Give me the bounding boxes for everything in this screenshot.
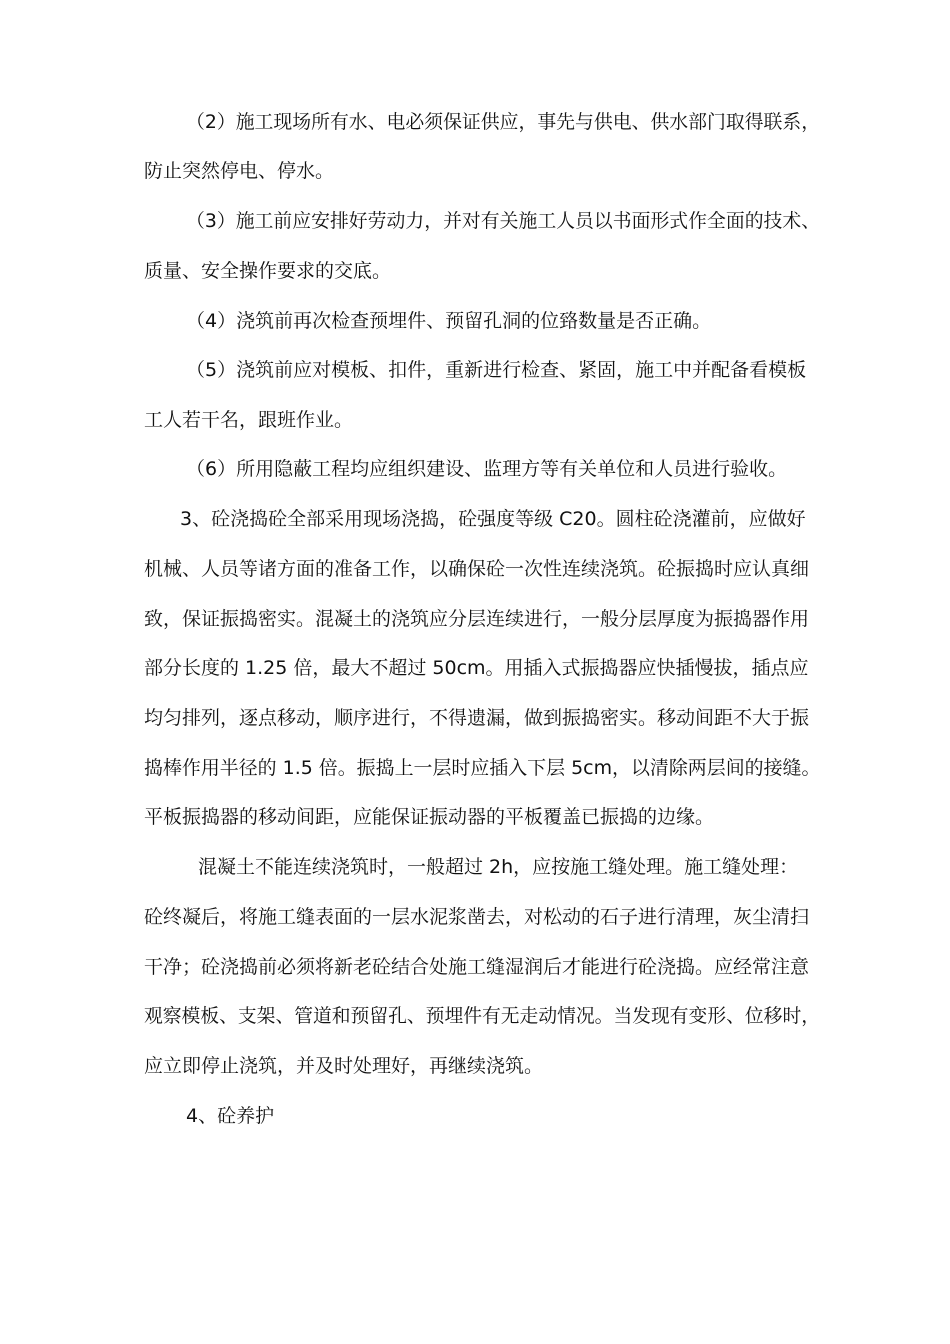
text-line: （6）所用隐蔽工程均应组织建设、监理方等有关单位和人员进行验收。: [186, 458, 788, 480]
text-line: 部分长度的 1.25 倍，最大不超过 50cm。用插入式振捣器应快插慢拔，插点应: [144, 657, 809, 679]
text-line: 4、砼养护: [186, 1105, 275, 1127]
text-line: 捣棒作用半径的 1.5 倍。振捣上一层时应插入下层 5cm，以清除两层间的接缝。: [144, 757, 821, 779]
text-line: 平板振捣器的移动间距，应能保证振动器的平板覆盖已振捣的边缘。: [144, 806, 715, 828]
text-line: 致，保证振捣密实。混凝土的浇筑应分层连续进行，一般分层厚度为振捣器作用: [144, 608, 810, 630]
text-line: 防止突然停电、停水。: [144, 160, 335, 182]
text-line: 3、砼浇捣砼全部采用现场浇捣，砼强度等级 C20。圆柱砼浇灌前，应做好: [180, 508, 806, 530]
text-line: （5）浇筑前应对模板、扣件，重新进行检查、紧固，施工中并配备看模板: [186, 359, 807, 381]
text-line: 工人若干名，跟班作业。: [144, 409, 354, 431]
text-line: 观察模板、支架、管道和预留孔、预埋件有无走动情况。当发现有变形、位移时，: [144, 1005, 821, 1027]
text-line: 干净；砼浇捣前必须将新老砼结合处施工缝湿润后才能进行砼浇捣。应经常注意: [144, 956, 810, 978]
text-line: 质量、安全操作要求的交底。: [144, 260, 392, 282]
text-line: 混凝土不能连续浇筑时，一般超过 2h，应按施工缝处理。施工缝处理：: [198, 856, 799, 878]
text-line: 机械、人员等诸方面的准备工作，以确保砼一次性连续浇筑。砼振捣时应认真细: [144, 558, 810, 580]
text-line: 砼终凝后，将施工缝表面的一层水泥浆凿去，对松动的石子进行清理，灰尘清扫: [144, 906, 810, 928]
text-line: （3）施工前应安排好劳动力，并对有关施工人员以书面形式作全面的技术、: [186, 210, 821, 232]
text-line: 均匀排列，逐点移动，顺序进行，不得遗漏，做到振捣密实。移动间距不大于振: [144, 707, 810, 729]
text-line: 应立即停止浇筑，并及时处理好，再继续浇筑。: [144, 1055, 544, 1077]
text-line: （2）施工现场所有水、电必须保证供应，事先与供电、供水部门取得联系，: [186, 111, 821, 133]
text-line: （4）浇筑前再次检查预埋件、预留孔洞的位臵数量是否正确。: [186, 310, 712, 332]
